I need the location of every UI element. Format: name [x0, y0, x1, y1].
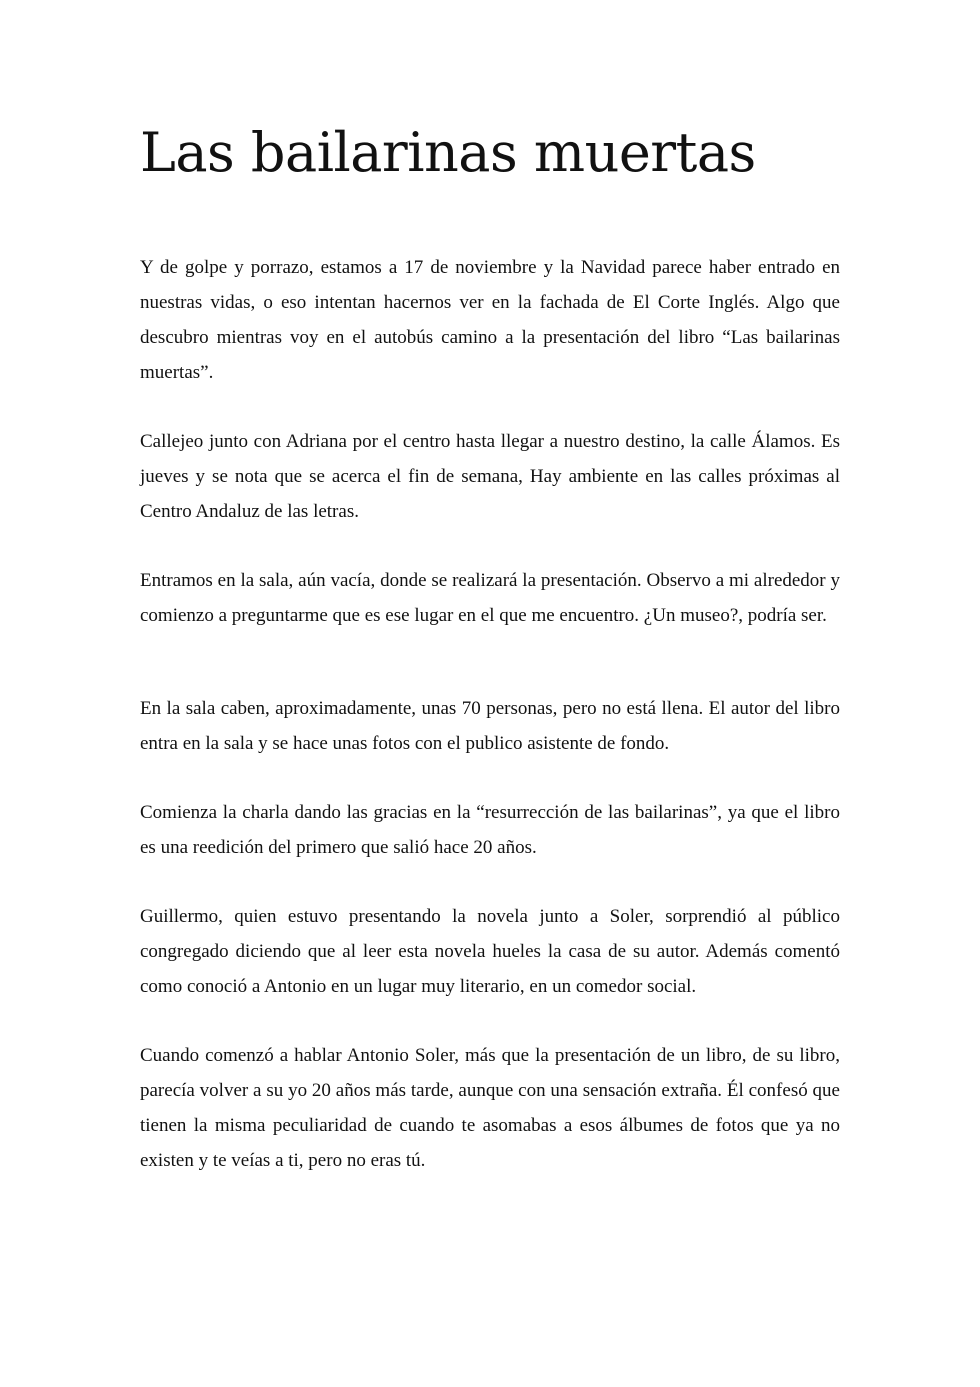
paragraph-7: Cuando comenzó a hablar Antonio Soler, más que la presentación de un libro, de su libro, parecía volver a su yo 20 años más tarde, aunque con una sensación extraña. Él confesó que tienen la misma peculiaridad de cuando te asomabas a esos álbumes de fotos que ya no existen y te veías a ti, pero no eras tú. — [140, 1045, 840, 1171]
paragraph-4: En la sala caben, aproximadamente, unas 70 personas, pero no está llena. El autor del libro entra en la sala y se hace unas fotos con el publico asistente de fondo. — [140, 698, 840, 754]
paragraph-6: Guillermo, quien estuvo presentando la novela junto a Soler, sorprendió al público congregado diciendo que al leer esta novela hueles la casa de su autor. Además comentó como conoció a Antonio en un lugar muy literario, en un comedor social. — [140, 906, 840, 997]
paragraph-3: Entramos en la sala, aún vacía, donde se realizará la presentación. Observo a mi alrededor y comienzo a preguntarme que es ese lugar en el que me encuentro. ¿Un museo?, podría ser. — [140, 570, 840, 626]
paragraph-1: Y de golpe y porrazo, estamos a 17 de noviembre y la Navidad parece haber entrado en nuestras vidas, o eso intentan hacernos ver en la fachada de El Corte Inglés. Algo que descubro mientras voy en el autobús camino a la presentación del libro “Las bailarinas muertas”. — [140, 257, 840, 383]
paragraph-5: Comienza la charla dando las gracias en la “resurrección de las bailarinas”, ya que el libro es una reedición del primero que salió hace 20 años. — [140, 802, 840, 858]
document-title: Las bailarinas muertas — [140, 121, 756, 184]
paragraph-2: Callejeo junto con Adriana por el centro hasta llegar a nuestro destino, la calle Álamos. Es jueves y se nota que se acerca el fin de semana, Hay ambiente en las calles próximas al Centro Andaluz de las letras. — [140, 431, 840, 522]
